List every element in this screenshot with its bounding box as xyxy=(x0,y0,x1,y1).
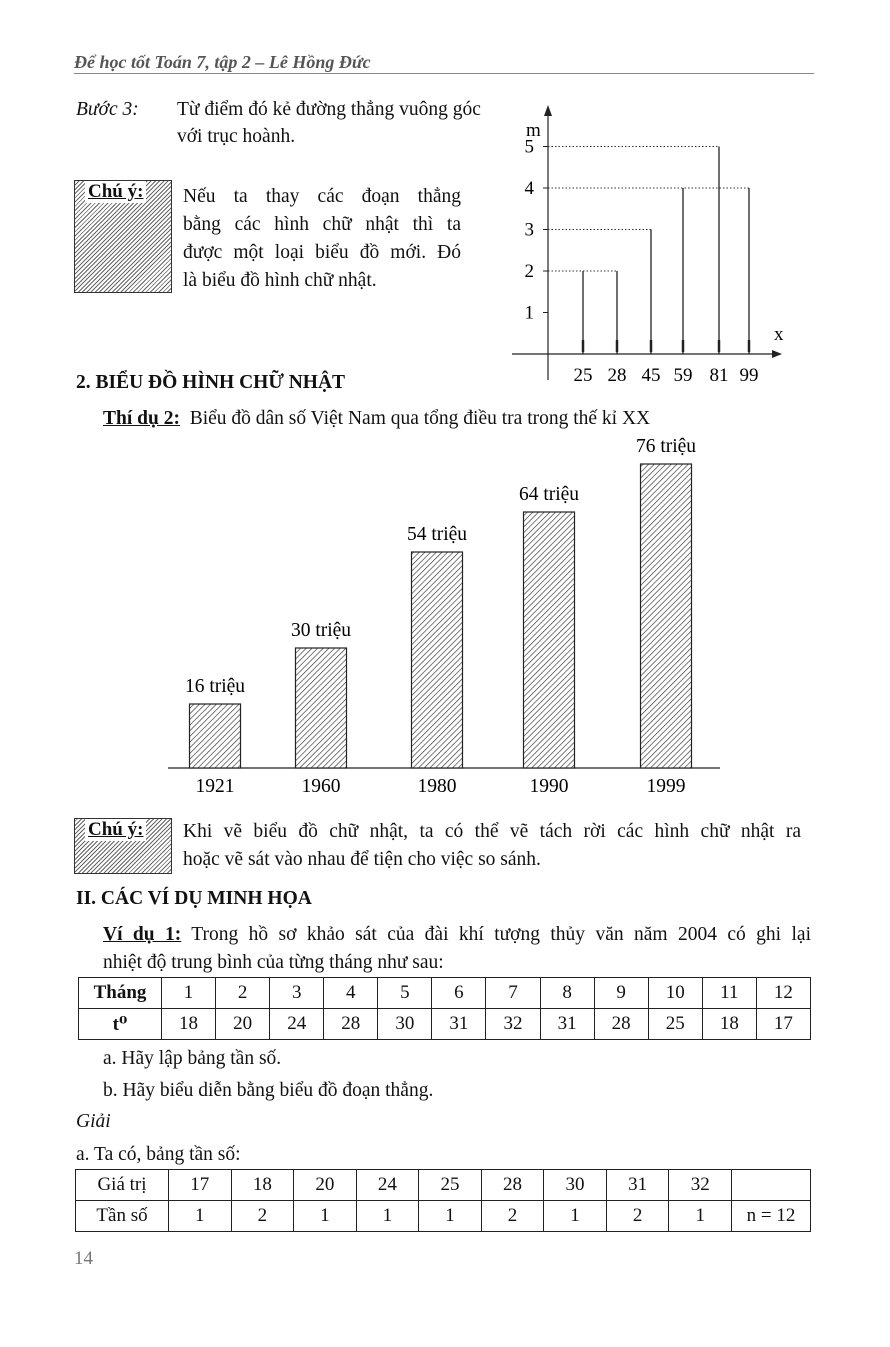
table-cell: 25 xyxy=(648,1009,702,1040)
table-cell: 1 xyxy=(669,1201,732,1232)
table-total-cell: n = 12 xyxy=(732,1201,811,1232)
segment-chart xyxy=(500,100,800,390)
note1-box xyxy=(74,180,172,293)
note2-box xyxy=(74,818,172,874)
x-axis-arrow xyxy=(772,350,782,358)
table-cell: 6 xyxy=(432,978,486,1009)
table-cell: 3 xyxy=(270,978,324,1009)
table-cell: 1 xyxy=(544,1201,607,1232)
x-tick-label: 1999 xyxy=(646,776,686,797)
bar-data-label: 30 triệu xyxy=(290,620,352,641)
x-tick-label: 99 xyxy=(739,365,759,386)
table-cell: 20 xyxy=(294,1170,357,1201)
step3-line2: với trục hoành. xyxy=(177,126,296,147)
table-cell: 1 xyxy=(162,978,216,1009)
table-cell: 20 xyxy=(216,1009,270,1040)
table-header-cell: Tháng xyxy=(79,978,162,1009)
table-cell: 31 xyxy=(432,1009,486,1040)
step3-label: Bước 3: xyxy=(76,99,139,120)
task-b: b. Hãy biểu diễn bằng biểu đồ đoạn thẳng. xyxy=(103,1080,434,1101)
example2-label: Thí dụ 2: xyxy=(103,408,180,429)
table-cell: 17 xyxy=(169,1170,232,1201)
note2-text xyxy=(183,818,801,874)
table-cell: 8 xyxy=(540,978,594,1009)
page-number: 14 xyxy=(74,1248,93,1269)
table-cell: 24 xyxy=(356,1170,419,1201)
table-cell: 12 xyxy=(756,978,810,1009)
table-cell: 18 xyxy=(162,1009,216,1040)
bar xyxy=(296,648,347,768)
y-tick-label: 2 xyxy=(524,261,534,282)
x-tick-label: 1990 xyxy=(529,776,569,797)
table-cell xyxy=(732,1170,811,1201)
y-tick-label: 4 xyxy=(524,178,534,199)
bar-data-label: 54 triệu xyxy=(406,524,468,545)
note1-line: Nếu ta thay các đoạn thẳng xyxy=(183,186,461,207)
note1-label: Chú ý: xyxy=(85,181,146,203)
sectionII-heading: II. CÁC VÍ DỤ MINH HỌA xyxy=(76,888,312,909)
table-cell: 17 xyxy=(756,1009,810,1040)
bar xyxy=(524,512,575,768)
table-cell: 18 xyxy=(231,1170,294,1201)
solution-label: Giải xyxy=(76,1111,111,1132)
x-tick-label: 28 xyxy=(607,365,627,386)
table-cell: 31 xyxy=(606,1170,669,1201)
bar xyxy=(641,464,692,768)
x-tick-label: 1921 xyxy=(195,776,235,797)
example2-line xyxy=(103,405,650,433)
step3-line1: Từ điểm đó kẻ đường thẳng vuông góc xyxy=(177,99,481,120)
table-cell: 2 xyxy=(231,1201,294,1232)
table-cell: 2 xyxy=(481,1201,544,1232)
table-cell: 9 xyxy=(594,978,648,1009)
x-tick-label: 45 xyxy=(641,365,661,386)
table-cell: 31 xyxy=(540,1009,594,1040)
note1-line: được một loại biểu đồ mới. Đó xyxy=(183,242,461,263)
table-cell: 30 xyxy=(544,1170,607,1201)
solution-a: a. Ta có, bảng tần số: xyxy=(76,1144,241,1165)
header-divider xyxy=(74,73,814,74)
note1-text xyxy=(183,183,461,295)
x-tick-label: 1960 xyxy=(301,776,341,797)
table-cell: 1 xyxy=(169,1201,232,1232)
table-cell: 7 xyxy=(486,978,540,1009)
table-cell: 2 xyxy=(606,1201,669,1232)
section2-heading: 2. BIỂU ĐỒ HÌNH CHỮ NHẬT xyxy=(76,372,346,393)
bar-data-label: 64 triệu xyxy=(518,484,580,505)
example2-text: Biểu đồ dân số Việt Nam qua tổng điều tra trong thế kỉ XX xyxy=(189,408,651,429)
table-cell: 28 xyxy=(594,1009,648,1040)
y-axis-label: m xyxy=(526,120,541,141)
table-cell: 32 xyxy=(486,1009,540,1040)
table-cell: 2 xyxy=(216,978,270,1009)
table-header-cell: t⁰ xyxy=(79,1009,162,1040)
task-a: a. Hãy lập bảng tần số. xyxy=(103,1048,282,1069)
x-tick-label: 25 xyxy=(573,365,593,386)
note1-line: bằng các hình chữ nhật thì ta xyxy=(183,214,461,235)
table-cell: 24 xyxy=(270,1009,324,1040)
bar-data-label: 76 triệu xyxy=(635,436,697,457)
example1-text: Trong hồ sơ khảo sát của đài khí tượng thủy văn năm 2004 có ghi lại xyxy=(191,924,811,945)
table-cell: 28 xyxy=(324,1009,378,1040)
table-header-cell: Giá trị xyxy=(76,1170,169,1201)
bar xyxy=(412,552,463,768)
y-tick-label: 3 xyxy=(524,219,534,241)
table-header-cell: Tần số xyxy=(76,1201,169,1232)
x-axis-label: x xyxy=(774,324,784,345)
table-cell: 25 xyxy=(419,1170,482,1201)
example1-label: Ví dụ 1: xyxy=(103,924,182,945)
example1-line1 xyxy=(103,921,811,949)
x-tick-label: 81 xyxy=(709,365,729,386)
table-cell: 30 xyxy=(378,1009,432,1040)
table-cell: 10 xyxy=(648,978,702,1009)
bar-data-label: 16 triệu xyxy=(184,676,246,697)
table-cell: 1 xyxy=(294,1201,357,1232)
table-cell: 1 xyxy=(419,1201,482,1232)
table-row xyxy=(79,978,811,1009)
bar xyxy=(190,704,241,768)
temperature-table xyxy=(78,977,811,1040)
table-row xyxy=(79,1009,811,1040)
table-cell: 32 xyxy=(669,1170,732,1201)
table-cell: 18 xyxy=(702,1009,756,1040)
example1-line2: nhiệt độ trung bình của từng tháng như sau: xyxy=(103,952,444,973)
note2-line2: hoặc vẽ sát vào nhau để tiện cho việc so sánh. xyxy=(183,849,541,870)
note1-line: là biểu đồ hình chữ nhật. xyxy=(183,270,377,291)
note2-label: Chú ý: xyxy=(85,819,146,841)
x-tick-label: 59 xyxy=(673,365,693,386)
note2-line1: Khi vẽ biểu đồ chữ nhật, ta có thể vẽ tách rời các hình chữ nhật ra xyxy=(183,821,801,842)
table-cell: 28 xyxy=(481,1170,544,1201)
table-row xyxy=(76,1170,811,1201)
frequency-table xyxy=(75,1169,811,1232)
y-tick-label: 1 xyxy=(524,302,534,324)
table-cell: 11 xyxy=(702,978,756,1009)
y-tick-label: 5 xyxy=(524,136,534,158)
table-row xyxy=(76,1201,811,1232)
table-cell: 5 xyxy=(378,978,432,1009)
table-cell: 4 xyxy=(324,978,378,1009)
population-bar-chart xyxy=(160,432,740,804)
running-header: Để học tốt Toán 7, tập 2 – Lê Hồng Đức xyxy=(74,52,371,72)
table-cell: 1 xyxy=(356,1201,419,1232)
y-axis-arrow xyxy=(544,105,552,116)
x-tick-label: 1980 xyxy=(417,776,457,797)
